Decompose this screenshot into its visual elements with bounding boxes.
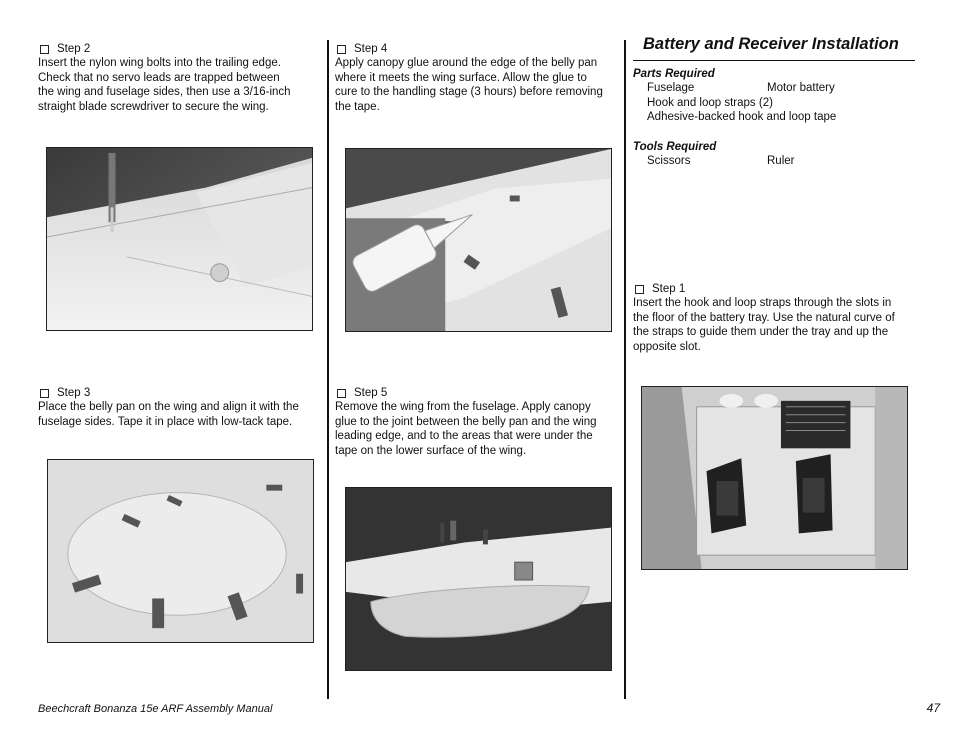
text-line: Insert the nylon wing bolts into the trailing edge. <box>38 57 281 69</box>
step-2-photo <box>46 147 313 331</box>
text-line: where it meets the wing surface. Allow the glue to <box>335 71 587 84</box>
title-underline <box>633 60 915 61</box>
step-5-text <box>335 400 620 458</box>
checkbox-icon[interactable] <box>40 389 49 398</box>
text-line: glue to the joint between the belly pan and the wing <box>335 415 597 428</box>
step-3-text <box>38 400 323 429</box>
list-item <box>647 81 918 96</box>
part-hook-loop-straps: Hook and loop straps (2) <box>647 96 773 109</box>
step-2-block <box>38 42 323 114</box>
column-divider <box>624 40 626 699</box>
list-item <box>647 154 918 169</box>
part-motor-battery: Motor battery <box>767 82 835 94</box>
parts-required-heading: Parts Required <box>633 68 715 80</box>
text-line: the wing and fuselage sides, then use a 3/16-inch <box>38 86 291 99</box>
section-title: Battery and Receiver Installation <box>643 35 899 53</box>
column-divider <box>327 40 329 699</box>
text-line: Remove the wing from the fuselage. Apply canopy <box>335 401 591 413</box>
checkbox-icon[interactable] <box>337 389 346 398</box>
text-line: Place the belly pan on the wing and align it with the <box>38 401 299 413</box>
part-hook-loop-tape: Adhesive-backed hook and loop tape <box>647 111 837 124</box>
step-1-text <box>633 296 918 354</box>
tool-ruler: Ruler <box>767 155 795 167</box>
step-1-heading <box>633 282 918 296</box>
parts-required-block <box>633 68 918 125</box>
tool-scissors: Scissors <box>647 155 691 167</box>
checkbox-icon[interactable] <box>635 285 644 294</box>
step-3-label: Step 3 <box>57 387 91 399</box>
text-line: Apply canopy glue around the edge of the belly pan <box>335 57 598 69</box>
step-2-label: Step 2 <box>57 43 91 55</box>
page-number: 47 <box>926 701 940 715</box>
checkbox-icon[interactable] <box>337 45 346 54</box>
step-1-photo <box>641 386 908 570</box>
text-line: the floor of the battery tray. Use the natural curve of <box>633 311 895 324</box>
text-line: Insert the hook and loop straps through the slots in <box>633 297 892 309</box>
text-line: opposite slot. <box>633 340 701 353</box>
step-4-photo <box>345 148 612 332</box>
step-1-block <box>633 282 918 354</box>
text-line: Check that no servo leads are trapped between <box>38 71 280 84</box>
step-4-label: Step 4 <box>354 43 388 55</box>
tools-required-block <box>633 141 918 169</box>
text-line: fuselage sides. Tape it in place with low-tack tape. <box>38 415 293 428</box>
tools-list <box>633 154 918 169</box>
text-line: the tape. <box>335 100 380 113</box>
step-4-text <box>335 56 620 114</box>
parts-list <box>633 81 918 125</box>
checkbox-icon[interactable] <box>40 45 49 54</box>
step-1-label: Step 1 <box>652 283 686 295</box>
footer-manual-title: Beechcraft Bonanza 15e ARF Assembly Manual <box>38 703 273 715</box>
step-2-text <box>38 56 323 114</box>
step-3-block <box>38 386 323 429</box>
step-3-heading <box>38 386 323 400</box>
text-line: straight blade screwdriver to secure the wing. <box>38 100 269 113</box>
text-line: tape on the lower surface of the wing. <box>335 444 527 457</box>
part-fuselage: Fuselage <box>647 82 695 94</box>
text-line: the straps to guide them under the tray and up the <box>633 326 889 339</box>
step-5-block <box>335 386 620 458</box>
step-5-heading <box>335 386 620 400</box>
text-line: cure to the handling stage (3 hours) before removing <box>335 86 603 99</box>
step-2-heading <box>38 42 323 56</box>
step-5-photo <box>345 487 612 671</box>
step-5-label: Step 5 <box>354 387 388 399</box>
step-4-block <box>335 42 620 114</box>
tools-required-heading: Tools Required <box>633 141 717 153</box>
text-line: leading edge, and to the areas that were under the <box>335 430 593 443</box>
step-3-photo <box>47 459 314 643</box>
step-4-heading <box>335 42 620 56</box>
